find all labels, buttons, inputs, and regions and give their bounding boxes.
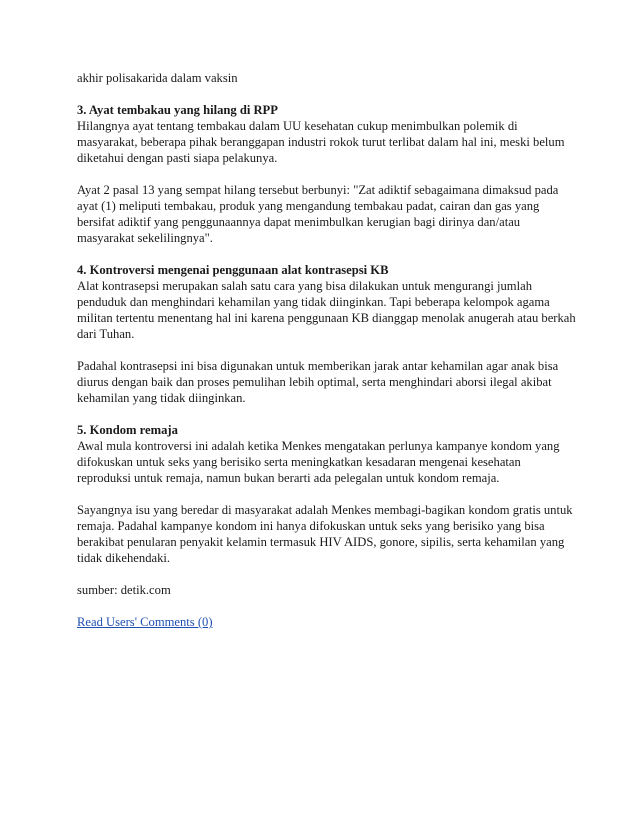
section-heading: 4. Kontroversi mengenai penggunaan alat kontrasepsi KB <box>77 263 389 277</box>
section-paragraph: Sayangnya isu yang beredar di masyarakat adalah Menkes membagi-bagikan kondom gratis untuk remaja. Padahal kampanye kondom ini hanya difokuskan untuk seks yang berisiko yang bisa berakibat penularan penyakit kelamin termasuk HIV AIDS, gonore, sipilis, serta kehamilan yang tidak dikehendaki. <box>77 503 573 565</box>
read-comments-link[interactable]: Read Users' Comments (0) <box>77 615 213 629</box>
section-paragraph: Padahal kontrasepsi ini bisa digunakan untuk memberikan jarak antar kehamilan agar anak bisa diurus dengan baik dan proses pemulihan lebih optimal, serta menghindari aborsi ilegal akibat kehamilan yang tidak diinginkan. <box>77 359 559 405</box>
section-heading: 5. Kondom remaja <box>77 423 178 437</box>
section-kondom-remaja <box>77 422 577 566</box>
section-paragraph <box>77 262 577 342</box>
paragraph-text: Hilangnya ayat tentang tembakau dalam UU kesehatan cukup menimbulkan polemik di masyarakat, beberapa pihak beranggapan industri rokok turut terlibat dalam hal ini, meski belum diketahui dengan pasti siapa pelakunya. <box>77 119 565 165</box>
intro-line: akhir polisakarida dalam vaksin <box>77 71 238 85</box>
section-ayat-tembakau <box>77 102 577 246</box>
section-paragraph: Ayat 2 pasal 13 yang sempat hilang tersebut berbunyi: "Zat adiktif sebagaimana dimaksud pada ayat (1) meliputi tembakau, produk yang mengandung tembakau padat, cairan dan gas yang bersifat adiktif yang penggunaannya dapat menimbulkan kerugian bagi dirinya dan/atau masyarakat sekelilingnya". <box>77 183 559 245</box>
comments-row <box>77 614 577 630</box>
source-line: sumber: detik.com <box>77 583 171 597</box>
section-heading: 3. Ayat tembakau yang hilang di RPP <box>77 103 278 117</box>
paragraph-text: Awal mula kontroversi ini adalah ketika Menkes mengatakan perlunya kampanye kondom yang difokuskan untuk seks yang berisiko serta meningkatkan kesadaran mengenai kesehatan reproduksi untuk remaja, namun bukan berarti ada pelegalan untuk kondom remaja. <box>77 439 560 485</box>
section-kontroversi-kb <box>77 262 577 406</box>
document-page <box>77 70 577 646</box>
paragraph-text: Alat kontrasepsi merupakan salah satu cara yang bisa dilakukan untuk mengurangi jumlah penduduk dan menghindari kehamilan yang tidak diinginkan. Tapi beberapa kelompok agama militan tertentu menentang hal ini karena penggunaan KB dianggap menolak anugerah atau berkah dari Tuhan. <box>77 279 576 341</box>
section-paragraph <box>77 102 577 166</box>
section-paragraph <box>77 422 577 486</box>
